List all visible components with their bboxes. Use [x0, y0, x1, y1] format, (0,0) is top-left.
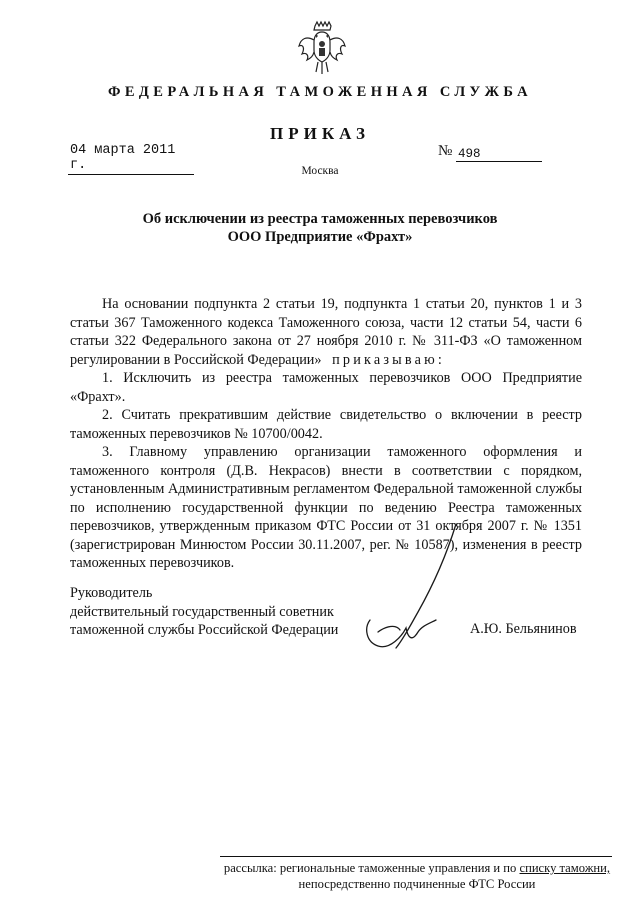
- signer-position: [70, 584, 338, 640]
- number-sign: №: [438, 143, 453, 159]
- distribution-line-1: [222, 860, 612, 876]
- order-number: 498: [456, 147, 542, 162]
- position-line-2: действительный государственный советник: [70, 603, 334, 620]
- agency-name: ФЕДЕРАЛЬНАЯ ТАМОЖЕННАЯ СЛУЖБА: [107, 84, 532, 100]
- item-3: 3. Главному управлению организации таможенного оформления и таможенного контроля (Д.В. Некрасов) внести в соответствии с порядком, установленным Административным регламентом Федеральной таможенной службы по исполнению государственной функции по ведению Реестра таможенных перевозчиков, утвержденным приказом ФТС России от 31 октября 2007 г. № 1351 (зарегистрирован Минюстом России 30.11.2007, рег. № 10587), изменения в реестр таможенных перевозчиков.: [70, 444, 582, 571]
- distribution-prefix: рассылка: региональные таможенные управления и по: [223, 861, 517, 875]
- distribution-line-2: непосредственно подчиненные ФТС России: [298, 877, 536, 891]
- handwritten-signature: [356, 520, 466, 660]
- order-date: 04 марта 2011 г.: [68, 143, 194, 175]
- subject-line-1: Об исключении из реестра таможенных перевозчиков: [142, 211, 498, 227]
- order-word: приказываю:: [332, 351, 446, 368]
- position-line-3: таможенной службы Российской Федерации: [70, 622, 339, 638]
- order-body: [70, 295, 582, 573]
- distribution-underlined: списку таможни,: [519, 861, 611, 875]
- order-subject: [0, 210, 640, 246]
- distribution-list: [222, 860, 612, 892]
- item-2: 2. Считать прекратившим действие свидетельство о включении в реестр таможенных перевозчиков № 10700/0042.: [70, 407, 582, 442]
- preamble-paragraph: [70, 295, 582, 369]
- divider: [220, 856, 612, 857]
- item-1: 1. Исключить из реестра таможенных перевозчиков ООО Предприятие «Фрахт».: [70, 370, 582, 405]
- russian-coat-of-arms-icon: [297, 20, 347, 76]
- subject-line-2: ООО Предприятие «Фрахт»: [227, 229, 413, 245]
- document-type: ПРИКАЗ: [270, 124, 370, 143]
- preamble-text: На основании подпункта 2 статьи 19, подпункта 1 статьи 20, пунктов 1 и 3 статьи 367 Таможенного кодекса Таможенного союза, части 12 статьи 54, части 6 статьи 322 Федерального закона от 27 ноября 2010 г. № 311-ФЗ «О таможенном регулировании в Российской Федерации»: [70, 296, 582, 368]
- position-line-1: Руководитель: [70, 585, 153, 601]
- city: Москва: [301, 165, 339, 177]
- signer-name: А.Ю. Бельянинов: [470, 621, 577, 637]
